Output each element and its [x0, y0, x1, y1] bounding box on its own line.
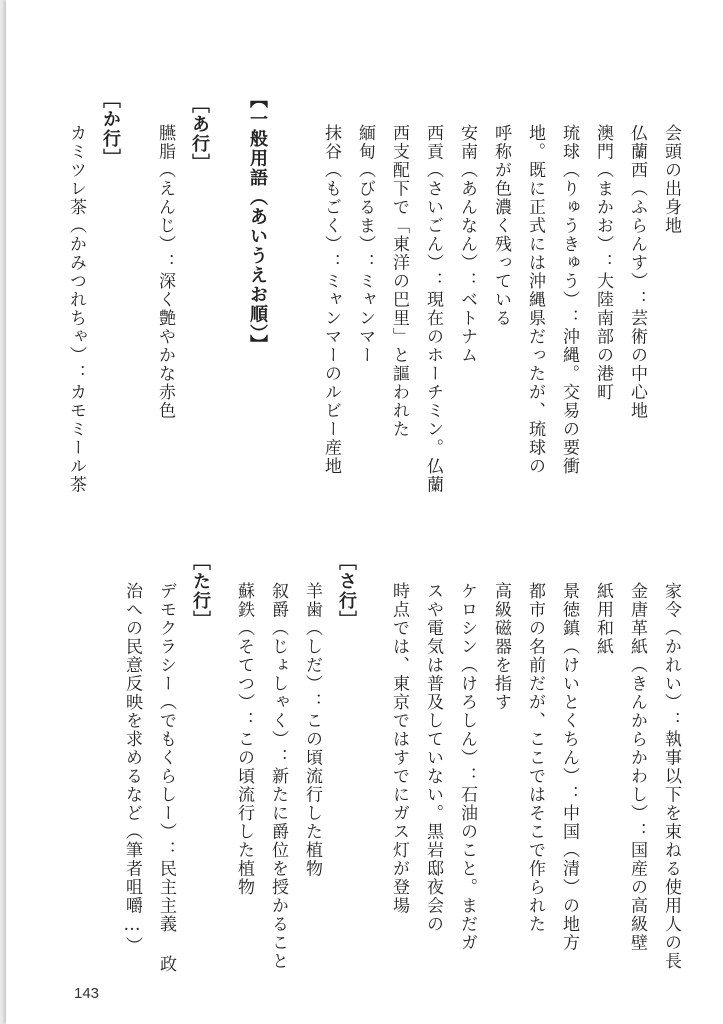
text-line: 臙脂（えんじ）：深く艶やかな赤色 [155, 124, 175, 420]
text-line: 治への民意反映を求めるなど（筆者咀嚼…） [122, 582, 142, 955]
text-line: 西貢（さいごん）：現在のホーチミン。仏蘭 [423, 124, 443, 494]
ka-row-heading: ［か行］ [100, 90, 121, 168]
text-line: 都市の名前だが、ここではそこで作られた [525, 582, 545, 934]
general-terms-heading: 【一般用語（あいうえお順）】 [247, 90, 268, 354]
text-line: 時点では、東京ではすでにガス灯が登場 [389, 582, 409, 915]
text-line: 羊歯（しだ）：この頃流行した植物 [302, 582, 322, 878]
text-line: 家令（かれい）：執事以下を束ねる使用人の長 [661, 582, 681, 971]
text-line: 西支配下で「東洋の巴里」と謳われた [389, 124, 409, 439]
ta-row-heading: ［た行］ [190, 552, 211, 630]
text-line: 呼称が色濃く残っている [491, 124, 511, 328]
text-line: 仏蘭西（ふらんす）：芸術の中心地 [627, 124, 647, 420]
sa-row-heading: ［さ行］ [336, 552, 357, 630]
text-line: ケロシン（けろしん）：石油のこと。まだガ [457, 582, 477, 952]
text-line: 緬甸（びるま）：ミャンマー [355, 124, 375, 365]
text-line: デモクラシー（でもくらしー）：民主主義 政 [156, 582, 176, 974]
text-line: 蘇鉄（そてつ）：この頃流行した植物 [234, 582, 254, 897]
page-number: 143 [74, 985, 100, 1002]
text-line: 地。既に正式には沖縄県だったが、琉球の [525, 124, 545, 476]
text-line: 叙爵（じょしゃく）：新たに爵位を授かること [268, 582, 288, 971]
text-line: 景徳鎮（けいとくちん）：中国（清）の地方 [559, 582, 579, 952]
text-line: 澳門（まかお）：大陸南部の港町 [593, 124, 613, 402]
text-line: 抹谷（もごく）：ミャンマーのルビー産地 [321, 124, 341, 476]
text-line: 高級磁器を指す [491, 582, 511, 712]
text-line: 会頭の出身地 [661, 124, 681, 235]
text-line: 琉球（りゅうきゅう）：沖縄。交易の要衝 [559, 124, 579, 476]
text-line: スや電気は普及していない。黒岩邸夜会の [423, 582, 443, 934]
text-line: 安南（あんなん）：ベトナム [457, 124, 477, 365]
text-line: 金唐革紙（きんからかわし）：国産の高級壁 [627, 582, 647, 952]
text-line: 紙用和紙 [593, 582, 613, 656]
a-row-heading: ［あ行］ [189, 95, 210, 173]
book-page [6, 0, 723, 1024]
text-line: カミツレ茶（かみつれちゃ）：カモミール茶 [66, 124, 86, 494]
